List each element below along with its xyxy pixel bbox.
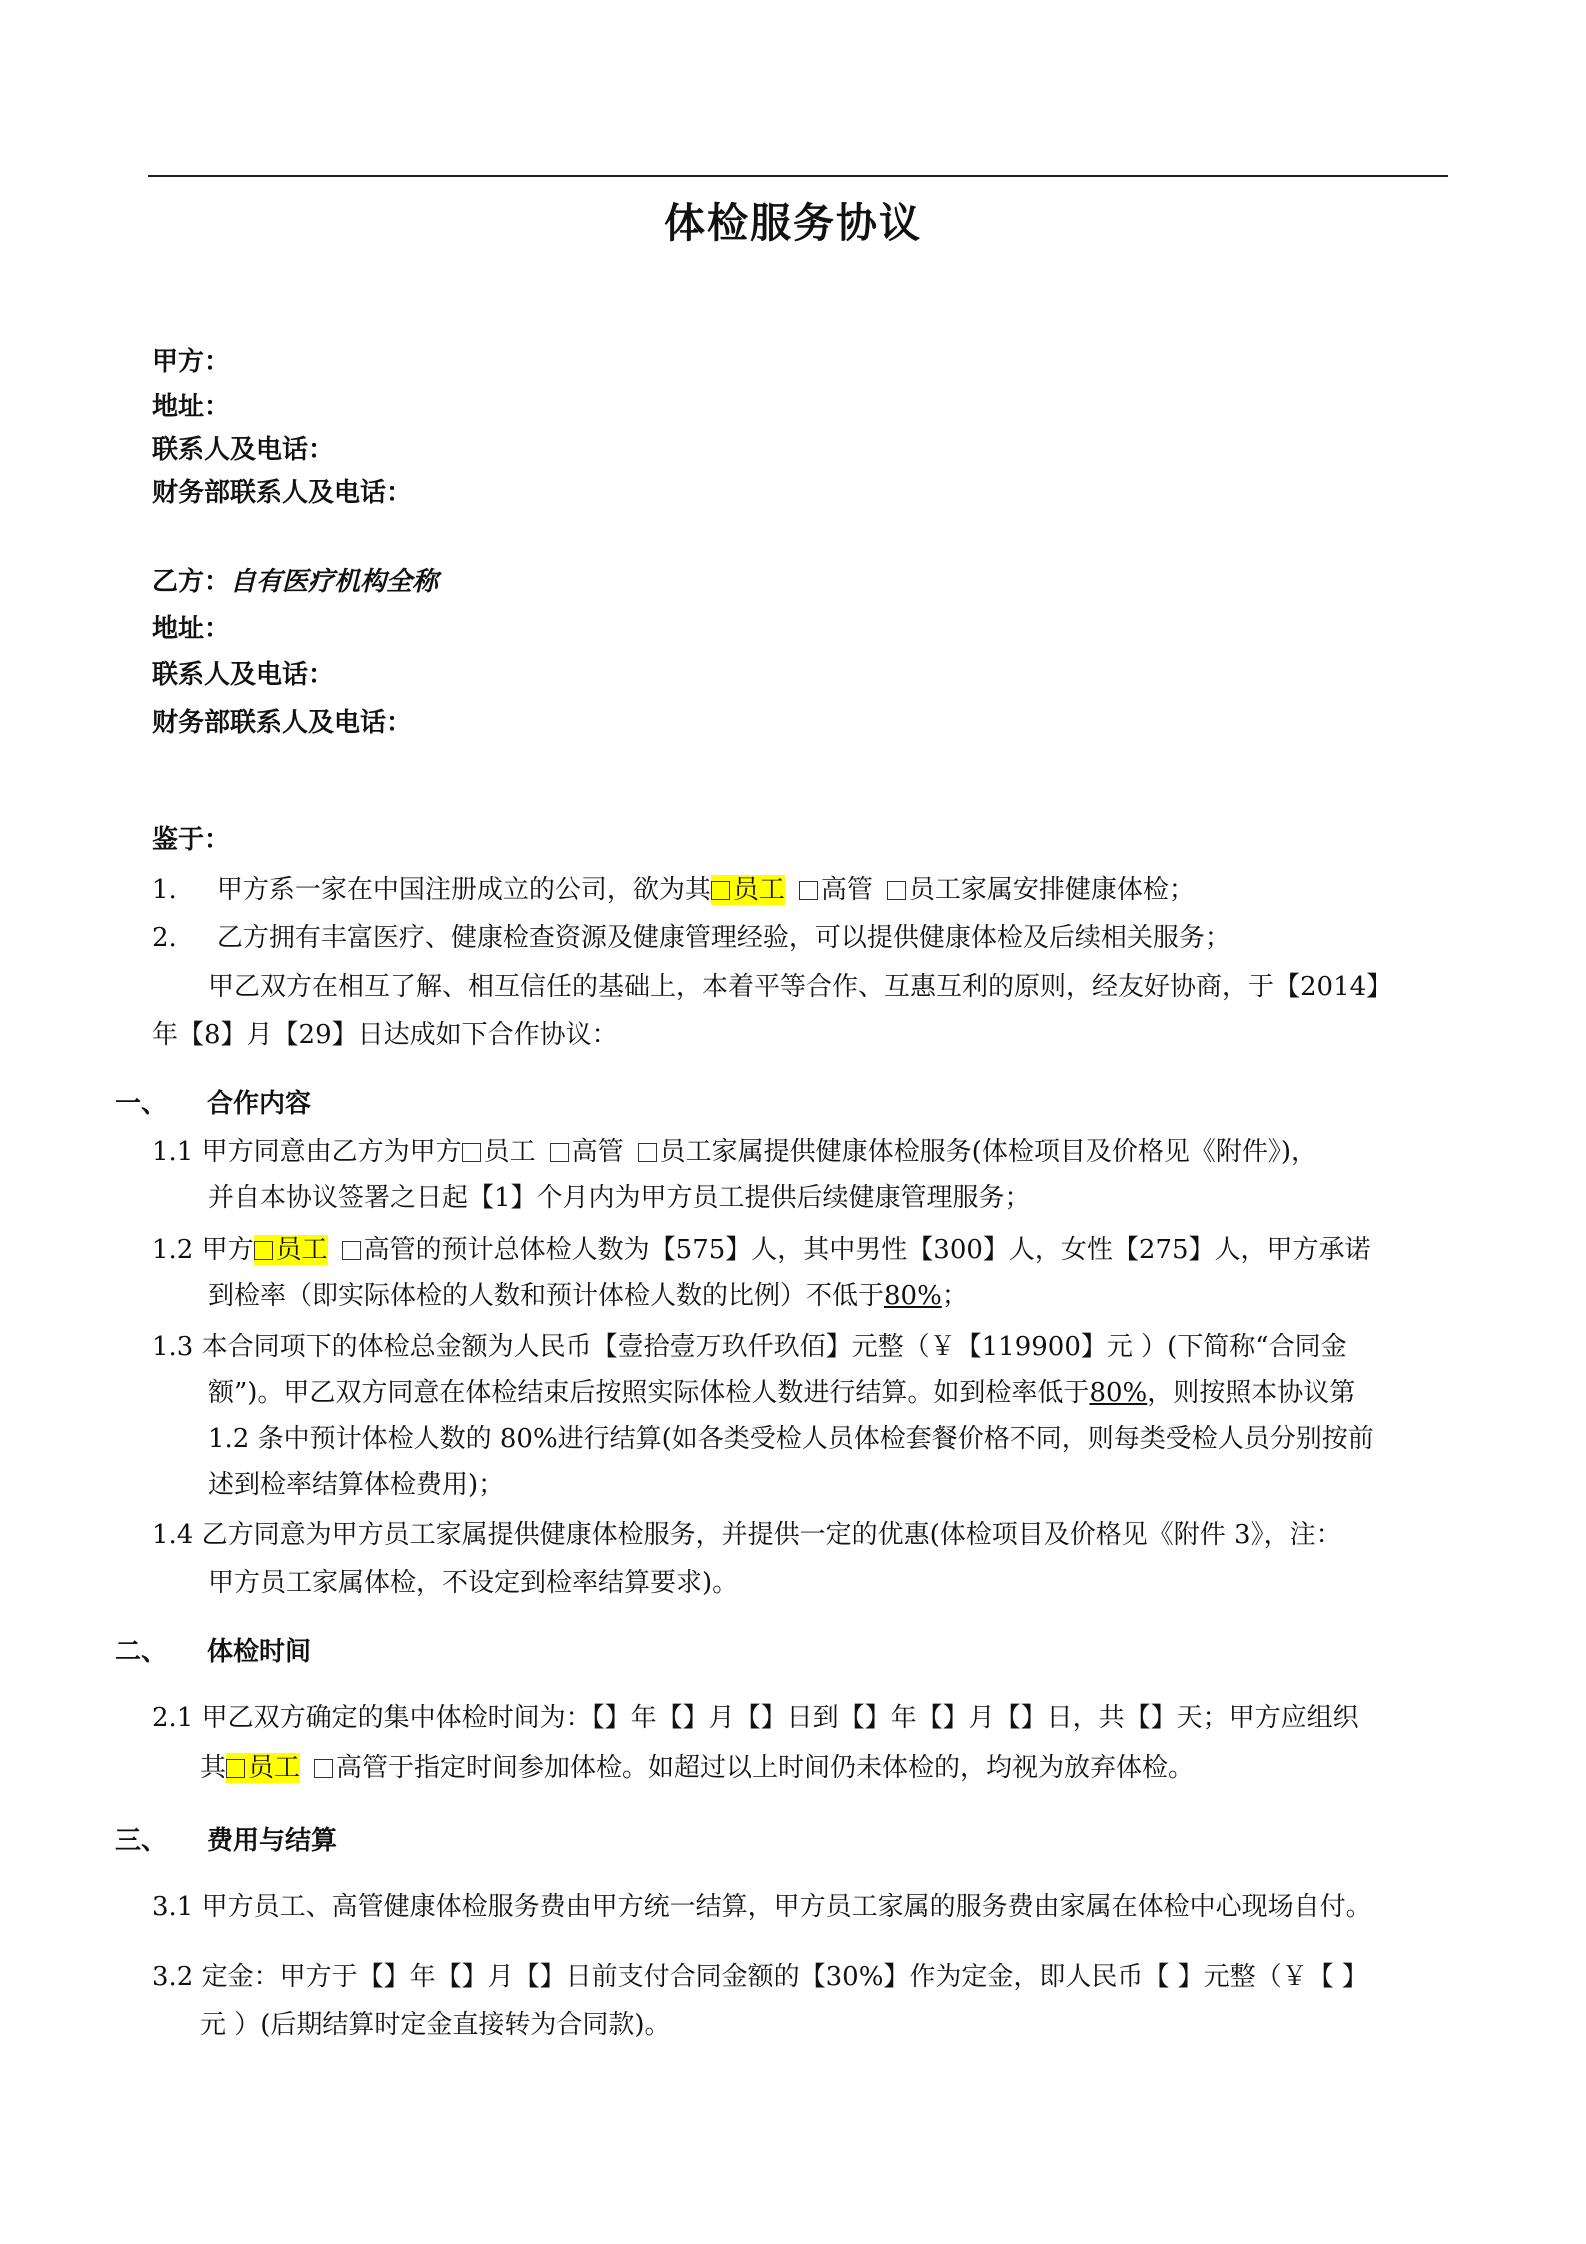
party-b-address-label: 地址： (152, 614, 231, 644)
clause-1-1-suffix: 提供健康体检服务(体检项目及价格见《附件》)， (763, 1137, 1317, 1167)
party-b-name-label: 乙方： (152, 567, 231, 597)
clause-1-4-line-1: 1.4 乙方同意为甲方员工家属提供健康体检服务，并提供一定的优惠(体检项目及价格见《附件 3》，注： (152, 1520, 1342, 1550)
checkbox-icon (314, 1759, 333, 1778)
clause-3-2-line-2: 元 ）(后期结算时定金直接转为合同款)。 (200, 2010, 671, 2040)
option-exec: 高管 (820, 875, 873, 905)
document-title: 体检服务协议 (664, 199, 922, 247)
section-2-title: 体检时间 (207, 1637, 312, 1667)
clause-2-1-line-1: 2.1 甲乙双方确定的集中体检时间为：【】年【】月【】日到【】年【】月【】日，共【】天；甲方应组织 (152, 1703, 1359, 1733)
option-exec: 高管 (363, 1235, 416, 1265)
clause-2-1-prefix: 其 (200, 1753, 227, 1783)
option-employee: 员工 (483, 1137, 536, 1167)
header-rule (148, 175, 1448, 177)
option-exec: 高管 (571, 1137, 624, 1167)
clause-1-3-line-1: 1.3 本合同项下的体检总金额为人民币【壹拾壹万玖仟玖佰】元整（￥【119900】元 ）(下简称“合同金 (152, 1332, 1347, 1362)
recital-2-number: 2. (152, 923, 177, 953)
option-exec: 高管 (336, 1753, 389, 1783)
section-3-title: 费用与结算 (207, 1826, 338, 1856)
checkbox-icon (799, 881, 818, 900)
checkbox-icon (638, 1143, 657, 1162)
clause-1-2-line-2 (208, 1279, 968, 1313)
checkbox-icon (462, 1143, 481, 1162)
recital-item-1 (152, 873, 1195, 907)
section-1-heading (115, 1087, 311, 1121)
clause-1-1-line-1 (152, 1135, 1317, 1169)
recitals-heading: 鉴于： (152, 825, 231, 855)
recital-2-text: 乙方拥有丰富医疗、健康检查资源及健康管理经验，可以提供健康体检及后续相关服务； (216, 923, 1231, 953)
section-3-heading (115, 1824, 337, 1858)
party-b-name-row (152, 565, 438, 599)
clause-2-1-suffix: 于指定时间参加体检。如超过以上时间仍未体检的，均视为放弃体检。 (388, 1753, 1195, 1783)
checkbox-icon (226, 1759, 245, 1778)
clause-1-2-end: ； (941, 1281, 968, 1311)
option-employee: 员工 (248, 1753, 301, 1783)
clause-1-3-rate: 80% (1089, 1378, 1148, 1408)
party-a-finance-label: 财务部联系人及电话： (152, 478, 413, 508)
party-a-contact-label: 联系人及电话： (152, 435, 335, 465)
clause-1-3-end: ，则按照本协议第 (1147, 1378, 1356, 1408)
clause-1-2-text: 到检率（即实际体检的人数和预计体检人数的比例）不低于 (208, 1281, 885, 1311)
recital-1-number: 1. (152, 875, 177, 905)
checkbox-icon (550, 1143, 569, 1162)
checkbox-icon (887, 881, 906, 900)
clause-1-4-line-2: 甲方员工家属体检，不设定到检率结算要求)。 (208, 1568, 739, 1598)
party-b-name-value: 自有医疗机构全称 (230, 567, 439, 597)
clause-3-2-line-1: 3.2 定金：甲方于【】年【】月【】日前支付合同金额的【30%】作为定金，即人民币【 】元整（￥【 】 (152, 1962, 1368, 1992)
recital-item-2 (152, 921, 1231, 955)
section-1-title: 合作内容 (207, 1089, 312, 1119)
checkbox-icon (254, 1241, 273, 1260)
clause-1-2-suffix: 的预计总体检人数为【575】人，其中男性【300】人，女性【275】人，甲方承诺 (415, 1235, 1371, 1265)
section-1-number: 一、 (115, 1089, 168, 1119)
checkbox-icon (342, 1241, 361, 1260)
clause-1-1-line-2: 并自本协议签署之日起【1】个月内为甲方员工提供后续健康管理服务； (208, 1183, 1031, 1213)
clause-1-3-line-3: 1.2 条中预计体检人数的 80%进行结算(如各类受检人员体检套餐价格不同，则每类受检人员分别按前 (208, 1424, 1374, 1454)
party-a-address-label: 地址： (152, 392, 231, 422)
option-employee: 员工 (732, 875, 785, 905)
checkbox-icon (711, 881, 730, 900)
clause-1-1-prefix: 1.1 甲方同意由乙方为甲方 (152, 1137, 462, 1167)
recital-1-suffix: 安排健康体检； (1012, 875, 1195, 905)
section-2-number: 二、 (115, 1637, 168, 1667)
clause-1-2-rate: 80% (884, 1281, 942, 1311)
clause-3-1: 3.1 甲方员工、高管健康体检服务费由甲方统一结算，甲方员工家属的服务费由家属在体检中心现场自付。 (152, 1892, 1372, 1922)
section-3-number: 三、 (115, 1826, 168, 1856)
recital-paragraph-line-2: 年【8】月【29】日达成如下合作协议： (152, 1020, 618, 1050)
recital-paragraph-line-1: 甲乙双方在相互了解、相互信任的基础上，本着平等合作、互惠互利的原则，经友好协商，于【2014】 (208, 972, 1393, 1002)
clause-1-3-line-4: 述到检率结算体检费用)； (208, 1470, 505, 1500)
clause-1-2-prefix: 1.2 甲方 (152, 1235, 254, 1265)
party-a-name-label: 甲方： (152, 347, 231, 377)
clause-1-3-text: 额”)。甲乙双方同意在体检结束后按照实际体检人数进行结算。如到检率低于 (208, 1378, 1090, 1408)
section-2-heading (115, 1635, 311, 1669)
party-b-finance-label: 财务部联系人及电话： (152, 708, 413, 738)
option-family: 员工家属 (659, 1137, 764, 1167)
option-employee: 员工 (275, 1235, 328, 1265)
recital-1-prefix: 甲方系一家在中国注册成立的公司，欲为其 (216, 875, 711, 905)
clause-1-3-line-2 (208, 1376, 1355, 1410)
party-b-contact-label: 联系人及电话： (152, 660, 335, 690)
option-family: 员工家属 (908, 875, 1013, 905)
clause-2-1-line-2 (200, 1751, 1194, 1785)
clause-1-2-line-1 (152, 1233, 1371, 1267)
